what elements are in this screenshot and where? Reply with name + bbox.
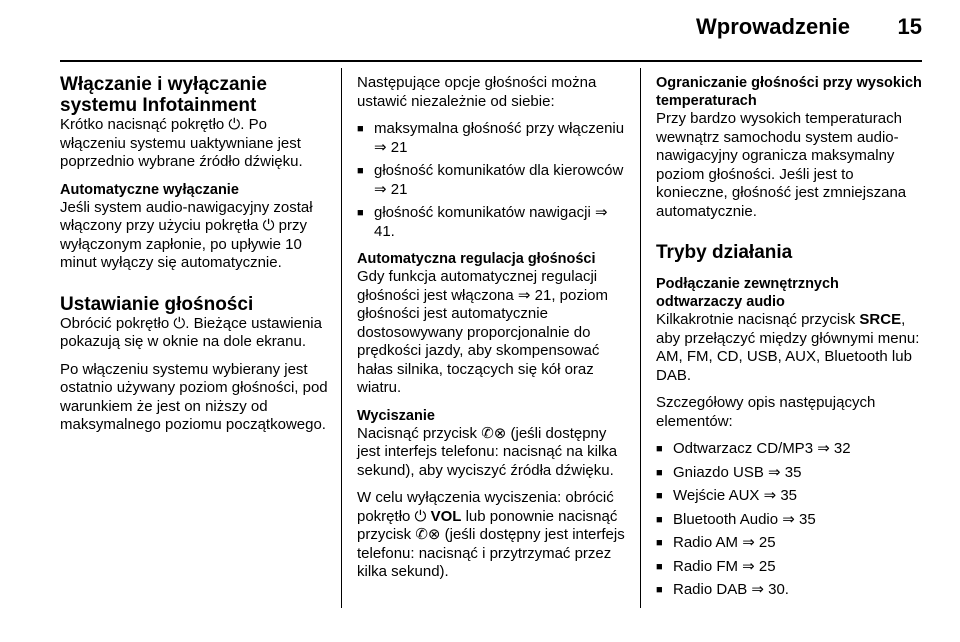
list-item: ■ Wejście AUX ⇒ 35: [656, 487, 928, 506]
page-number: 15: [897, 14, 922, 39]
subheading-temp-limit: Ograniczanie głośności przy wysokich temperaturach: [656, 75, 922, 109]
list-item: ■ Radio DAB ⇒ 30.: [656, 581, 928, 600]
column-divider: [640, 68, 641, 608]
subheading-external-players: Podłączanie zewnętrznych odtwarzaczy audio: [656, 276, 839, 310]
sources-list: [656, 440, 928, 600]
column-right: [656, 74, 928, 609]
subheading-mute: Wyciszanie: [357, 407, 435, 424]
vol-button-label: VOL: [430, 507, 462, 525]
paragraph-options: Następujące opcje głośności można ustawić niezależnie od siebie:: [357, 74, 597, 110]
paragraph-auto-off: Jeśli system audio-nawigacyjny został włączony przy użyciu pokrętła ⏻ przy wyłączonym zapłonie, po upływie 10 minut wyłączy się automatycznie.: [60, 198, 313, 271]
paragraph-auto-volume: Gdy funkcja automatycznej regulacji głośności jest włączona ⇒ 21, poziom głośności jest automatycznie dostosowywany proporcjonalnie do prędkości jazdy, aby skompensować hałas silnika, toczących się kół oraz wiatru.: [357, 268, 609, 396]
paragraph-volume: Obrócić pokrętło ⏻. Bieżące ustawienia pokazują się w oknie na dole ekranu.: [60, 314, 322, 350]
list-item: ■ maksymalna głośność przy włączeniu ⇒ 21: [357, 120, 629, 157]
list-item: ■ Radio FM ⇒ 25: [656, 558, 928, 577]
column-divider: [341, 68, 342, 608]
list-item: ■ Radio AM ⇒ 25: [656, 534, 928, 553]
column-middle: [357, 74, 629, 591]
section-heading-volume: Ustawianie głośności: [60, 293, 254, 315]
list-item: ■ Bluetooth Audio ⇒ 35: [656, 511, 928, 530]
section-heading-modes: Tryby działania: [656, 242, 793, 263]
column-left: [60, 74, 330, 444]
list-item: ■ głośność komunikatów nawigacji ⇒ 41.: [357, 204, 629, 241]
subheading-auto-volume: Automatyczna regulacja głośności: [357, 251, 596, 267]
running-title: Wprowadzenie: [695, 14, 850, 39]
volume-options-list: [357, 120, 629, 241]
section-heading-power: Włączanie i wyłączanie systemu Infotainment: [60, 74, 267, 116]
paragraph-mute: Nacisnąć przycisk ✆⊗ (jeśli dostępny jest interfejs telefonu: nacisnąć na kilka sekund), aby wyciszyć źródła dźwięku.: [357, 424, 618, 479]
list-item: ■ głośność komunikatów dla kierowców ⇒ 21: [357, 162, 629, 199]
paragraph-power: Krótko nacisnąć pokrętło ⏻. Po włączeniu systemu uaktywniane jest poprzednio wybrane źródło dźwięku.: [60, 116, 303, 170]
header-divider: [60, 60, 922, 62]
paragraph-details: Szczegółowy opis następujących elementów:: [656, 394, 876, 430]
list-item: ■ Odtwarzacz CD/MP3 ⇒ 32: [656, 440, 928, 459]
list-item: ■ Gniazdo USB ⇒ 35: [656, 464, 928, 483]
paragraph-source-button: Kilkakrotnie nacisnąć przycisk SRCE, aby przełączyć między głównymi menu: AM, FM, CD, USB, AUX, Bluetooth lub DAB.: [656, 311, 920, 384]
paragraph-volume-start: Po włączeniu systemu wybierany jest ostatnio używany poziom głośności, pod warunkiem że jest on niższy od maksymalnego poziomu początkowego.: [60, 360, 328, 433]
srce-button-label: SRCE: [859, 311, 902, 328]
page-header: [0, 0, 960, 62]
subheading-auto-off: Automatyczne wyłączanie: [60, 181, 239, 198]
paragraph-unmute: W celu wyłączenia wyciszenia: obrócić pokrętło ⏻ VOL lub ponownie nacisnąć przycisk ✆⊗ (jeśli dostępny jest interfejs telefonu: nacisnąć i przytrzymać przez kilka sekund).: [357, 489, 625, 580]
paragraph-temp-limit: Przy bardzo wysokich temperaturach wewnątrz samochodu system audio-nawigacyjny ogranicza maksymalny poziom głośności. Jeśli jest to konieczne, głośność jest zmniejszana automatycznie.: [656, 110, 907, 220]
